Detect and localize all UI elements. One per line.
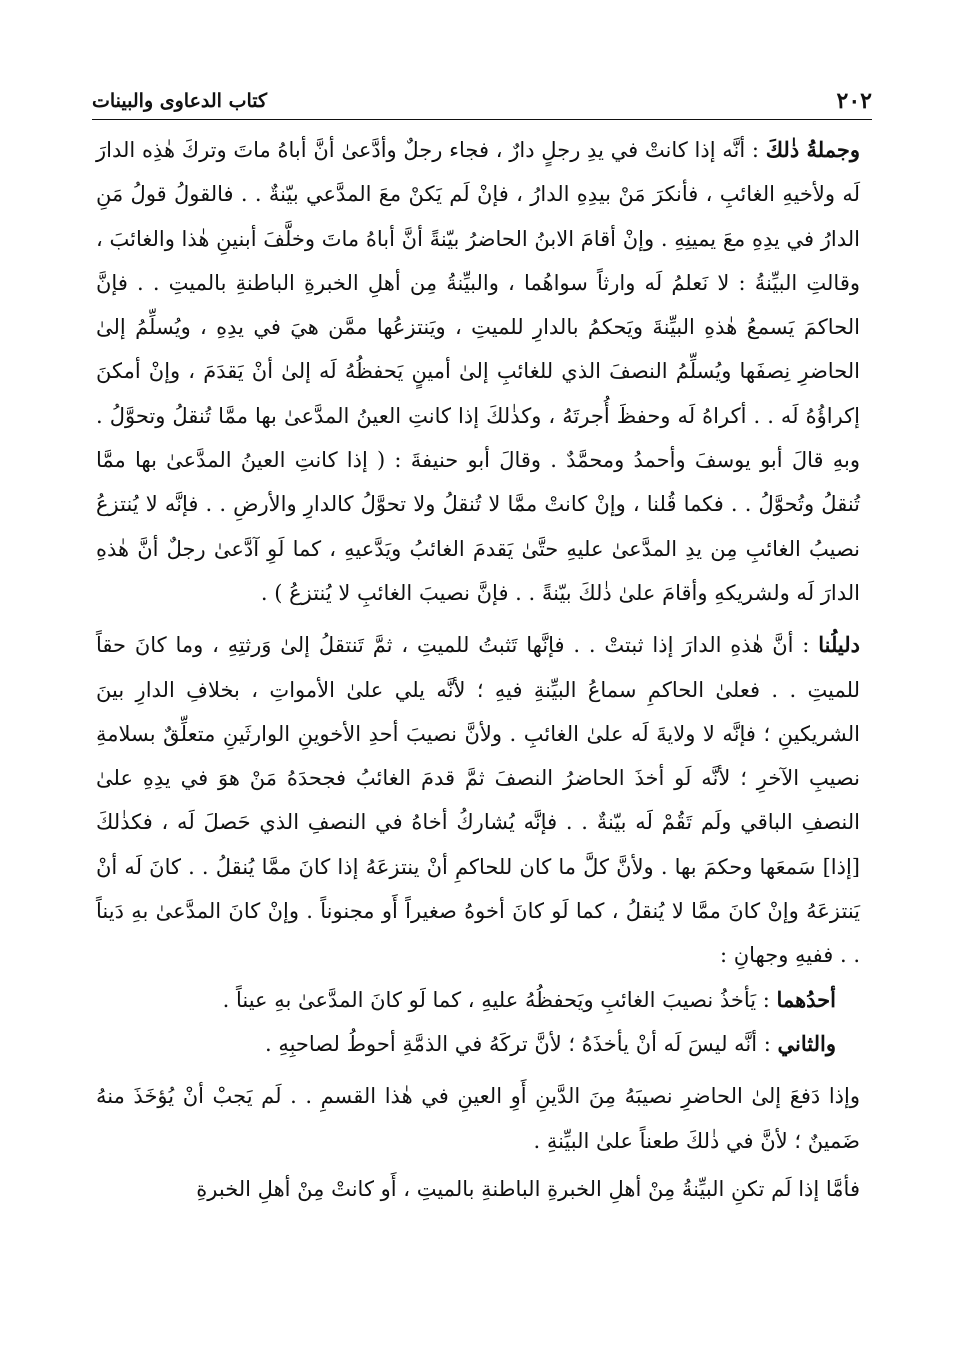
- paragraph-second-view: [96, 1022, 868, 1066]
- paragraph-evidence: [96, 623, 868, 977]
- paragraph-summary: [96, 128, 868, 615]
- paragraph-lead: أحدُهما: [776, 986, 836, 1012]
- running-title: كتاب الدعاوى والبينات: [92, 90, 268, 112]
- paragraph-continuation: [96, 1167, 868, 1211]
- paragraph-lead: والثاني: [777, 1030, 836, 1056]
- page-header: [92, 84, 872, 118]
- paragraph-lead: دليلُنا: [818, 632, 860, 658]
- paragraph-text: : يَأخذُ نصيبَ الغائبِ ويَحفظُهُ عليهِ ، كما لَو كانَ المدَّعىٰ بهِ عيناً .: [222, 987, 777, 1012]
- paragraph-text: فأمَّا إذا لَم تكنِ البيِّنةُ مِنْ أهلِ الخبرةِ الباطنةِ بالميتِ ، أَو كانتْ مِنْ أهلِ الخبرةِ: [196, 1176, 860, 1201]
- paragraph-lead: وجملةُ ذٰلكَ: [765, 137, 861, 162]
- paragraph-text: وإذا دَفعَ إلىٰ الحاضرِ نصيبَهُ مِنَ الدَّينِ أَوِ العينِ في هٰذا القسمِ . . لَم يَجبْ أنْ يُؤخَذَ منهُ ضَمينٌ ؛ لأنَّ في ذٰلكَ طعناً علىٰ البيِّنةِ .: [96, 1084, 860, 1153]
- paragraph-text: : أنَّ هٰذهِ الدارَ إذا ثبتتْ . . فإنَّها تَثبتُ للميتِ ، ثمَّ تَنتقلُ إلىٰ وَرثتِهِ ، وما كانَ حقاً للميتِ . . فعلىٰ الحاكمِ سماعُ البيِّنةِ فيهِ ؛ لأنَّه يلي علىٰ الأمواتِ ، بخلافِ الدارِ بينَ الشريكينِ ؛ فإنَّه لا ولايةَ لَه علىٰ الغائبِ . ولأنَّ نصيبَ أحدِ الأخوينِ الوارثَينِ متعلِّقٌ بسلامةِ نصيبِ الآخرِ ؛ لأنَّه لَو أخذَ الحاضرُ النصفَ ثمَّ قدمَ الغائبُ فجحدَهُ مَنْ هوَ في يدِهِ علىٰ النصفِ الباقي ولَم تَقُمْ لَه بيّنةٌ . . فإنَّه يُشاركُ أخاهُ في النصفِ الذي حَصلَ لَه ، فكذٰلكَ [إذا] سَمعَها وحكمَ بها . ولأنَّ كلَّ ما كان للحاكمِ أنْ ينتزعَهُ إذا كانَ ممَّا يُنقلُ . . كانَ لَه أنْ يَنتزعَهُ وإنْ كانَ ممَّا لا يُنقلُ ، كما لَو كانَ أخوهُ صغيراً أَو مجنوناً . وإنْ كانَ المدَّعىٰ بهِ دَيناً . . ففيهِ وجهانِ :: [96, 633, 860, 968]
- page-body: [96, 128, 868, 1211]
- header-rule: [92, 119, 872, 120]
- page-number: ٢٠٢: [836, 88, 872, 114]
- paragraph-text: : أنَّه إذا كانتْ في يدِ رجلٍ دارٌ ، فجاء رجلٌ وأدَّعىٰ أنَّ أباهُ ماتَ وتركَ هٰذِه الدارَ لَه ولأخيهِ الغائبِ ، فأنكرَ مَنْ بيدِهِ الدارُ ، فإنْ لَم يَكنْ معَ المدَّعي بيّنةٌ . . فالقولُ قولُ مَنِ الدارُ في يدِهِ معَ يمينِهِ . وإنْ أقامَ الابنُ الحاضرُ بيّنةً أنَّ أباهُ ماتَ وخلَّفَ أبنينِ هٰذا والغائبَ ، وقالتِ البيِّنةُ : لا نَعلمُ لَه وارثاً سواهُما ، والبيِّنةُ مِن أهلِ الخبرةِ الباطنةِ بالميتِ . . فإنَّ الحاكمَ يَسمعُ هٰذهِ البيِّنةَ ويَحكمُ بالدارِ للميتِ ، ويَنتزعُها ممَّن هيَ في يدِهِ ، ويُسلِّمُ إلىٰ الحاضرِ نِصفَها ويُسلِّمُ النصفَ الذي للغائبِ إلىٰ أمينٍ يَحفظُهُ لَه إلىٰ أنْ يَقدَمَ ، وإنْ أمكنَ إكراؤُهُ لَه . . أكراهُ لَه وحفظَ أُجرتَهُ ، وكذٰلكَ إذا كانتِ العينُ المدَّعىٰ بها ممَّا تُنقلُ وتحوَّلُ . وبهِ قالَ أبو يوسفَ وأحمدُ ومحمَّدٌ . وقالَ أبو حنيفةَ : ( إذا كانتِ العينُ المدَّعىٰ بها ممَّا تُنقلُ وتُحوَّلُ . . فكما قُلنا ، وإنْ كانتْ ممَّا لا تُنقلُ ولا تحوَّلُ كالدارِ والأرضِ . . فإنَّه لا يُنتزعُ نصيبُ الغائبِ مِن يدِ المدَّعىٰ عليهِ حتَّىٰ يَقدمَ الغائبُ ويَدَّعيهِ ، كما لَوِ آدَّعىٰ رجلٌ أنَّ هٰذهِ الدارَ لَه ولشريكهِ وأقامَ علىٰ ذٰلكَ بيّنةً . . فإنَّ نصيبَ الغائبِ لا يُنتزعُ ) .: [96, 138, 860, 605]
- paragraph-text: : أنَّه ليسَ لَه أنْ يأخذَهُ ؛ لأنَّ تركَهُ في الذمَّةِ أحوطُ لصاحبِهِ .: [264, 1031, 778, 1056]
- paragraph-first-view: [96, 978, 868, 1022]
- paragraph-guarantor: [96, 1074, 868, 1163]
